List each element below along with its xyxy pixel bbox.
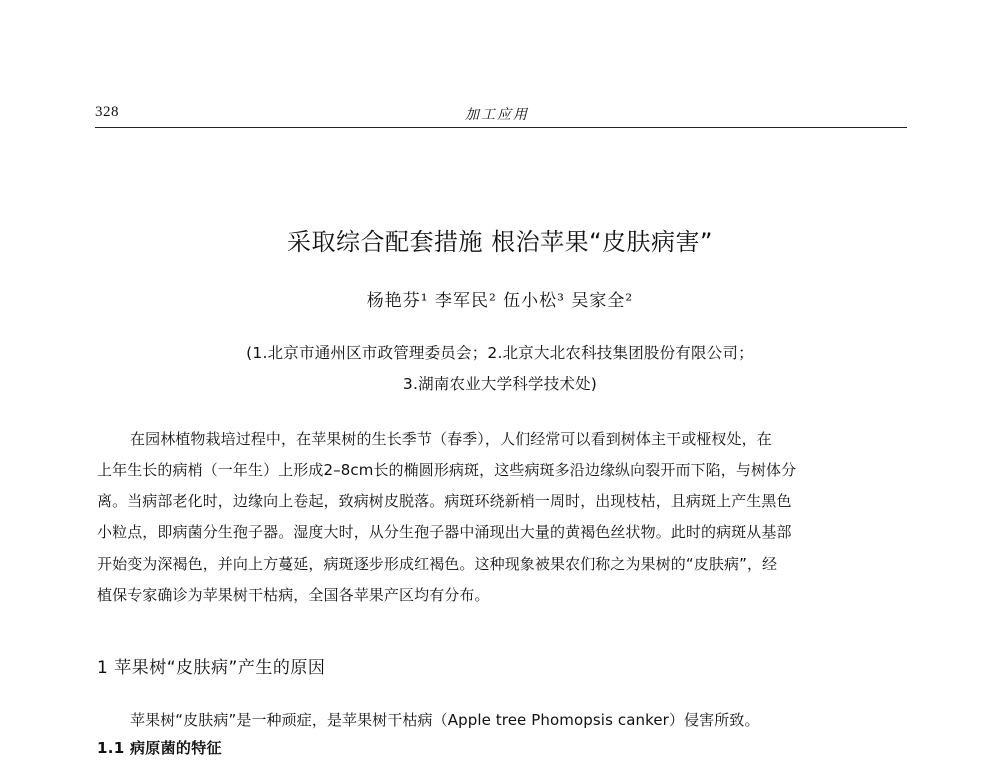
- page-number: 328: [95, 104, 119, 120]
- section-heading: 1 苹果树“皮肤病”产生的原因: [97, 658, 326, 678]
- intro-line: 开始变为深褐色，并向上方蔓延，病斑逐步形成红褐色。这种现象被果农们称之为果树的“皮肤病”，经: [97, 555, 778, 573]
- intro-line: 上年生长的病梢（一年生）上形成2–8cm长的椭圆形病斑，这些病斑多沿边缘纵向裂开而下陷，与树体分: [97, 461, 797, 479]
- subsection-heading: 1.1 病原菌的特征: [97, 739, 222, 757]
- intro-line: 离。当病部老化时，边缘向上卷起，致病树皮脱落。病斑环绕新梢一周时，出现枝枯，且病斑上产生黑色: [97, 492, 792, 510]
- intro-line: 在园林植物栽培过程中，在苹果树的生长季节（春季），人们经常可以看到树体主干或桠杈处，在: [130, 430, 772, 448]
- header-rule: [95, 127, 907, 128]
- intro-line: 植保专家确诊为苹果树干枯病，全国各苹果产区均有分布。: [97, 586, 490, 604]
- affiliation-line: 3.湖南农业大学科学技术处): [402, 375, 598, 393]
- affiliation-line: (1.北京市通州区市政管理委员会；2.北京大北农科技集团股份有限公司；: [246, 344, 754, 362]
- intro-line: 小粒点，即病菌分生孢子器。湿度大时，从分生孢子器中涌现出大量的黄褐色丝状物。此时的病斑从基部: [97, 523, 792, 541]
- running-head: 加工应用: [465, 107, 529, 123]
- section-paragraph: 苹果树“皮肤病”是一种顽症，是苹果树干枯病（Apple tree Phomopsis canker）侵害所致。: [130, 711, 760, 729]
- author-list: 杨艳芬¹ 李军民² 伍小松³ 吴家全²: [366, 291, 634, 311]
- page-header: [95, 104, 905, 126]
- article-title: 采取综合配套措施 根治苹果“皮肤病害”: [287, 228, 713, 256]
